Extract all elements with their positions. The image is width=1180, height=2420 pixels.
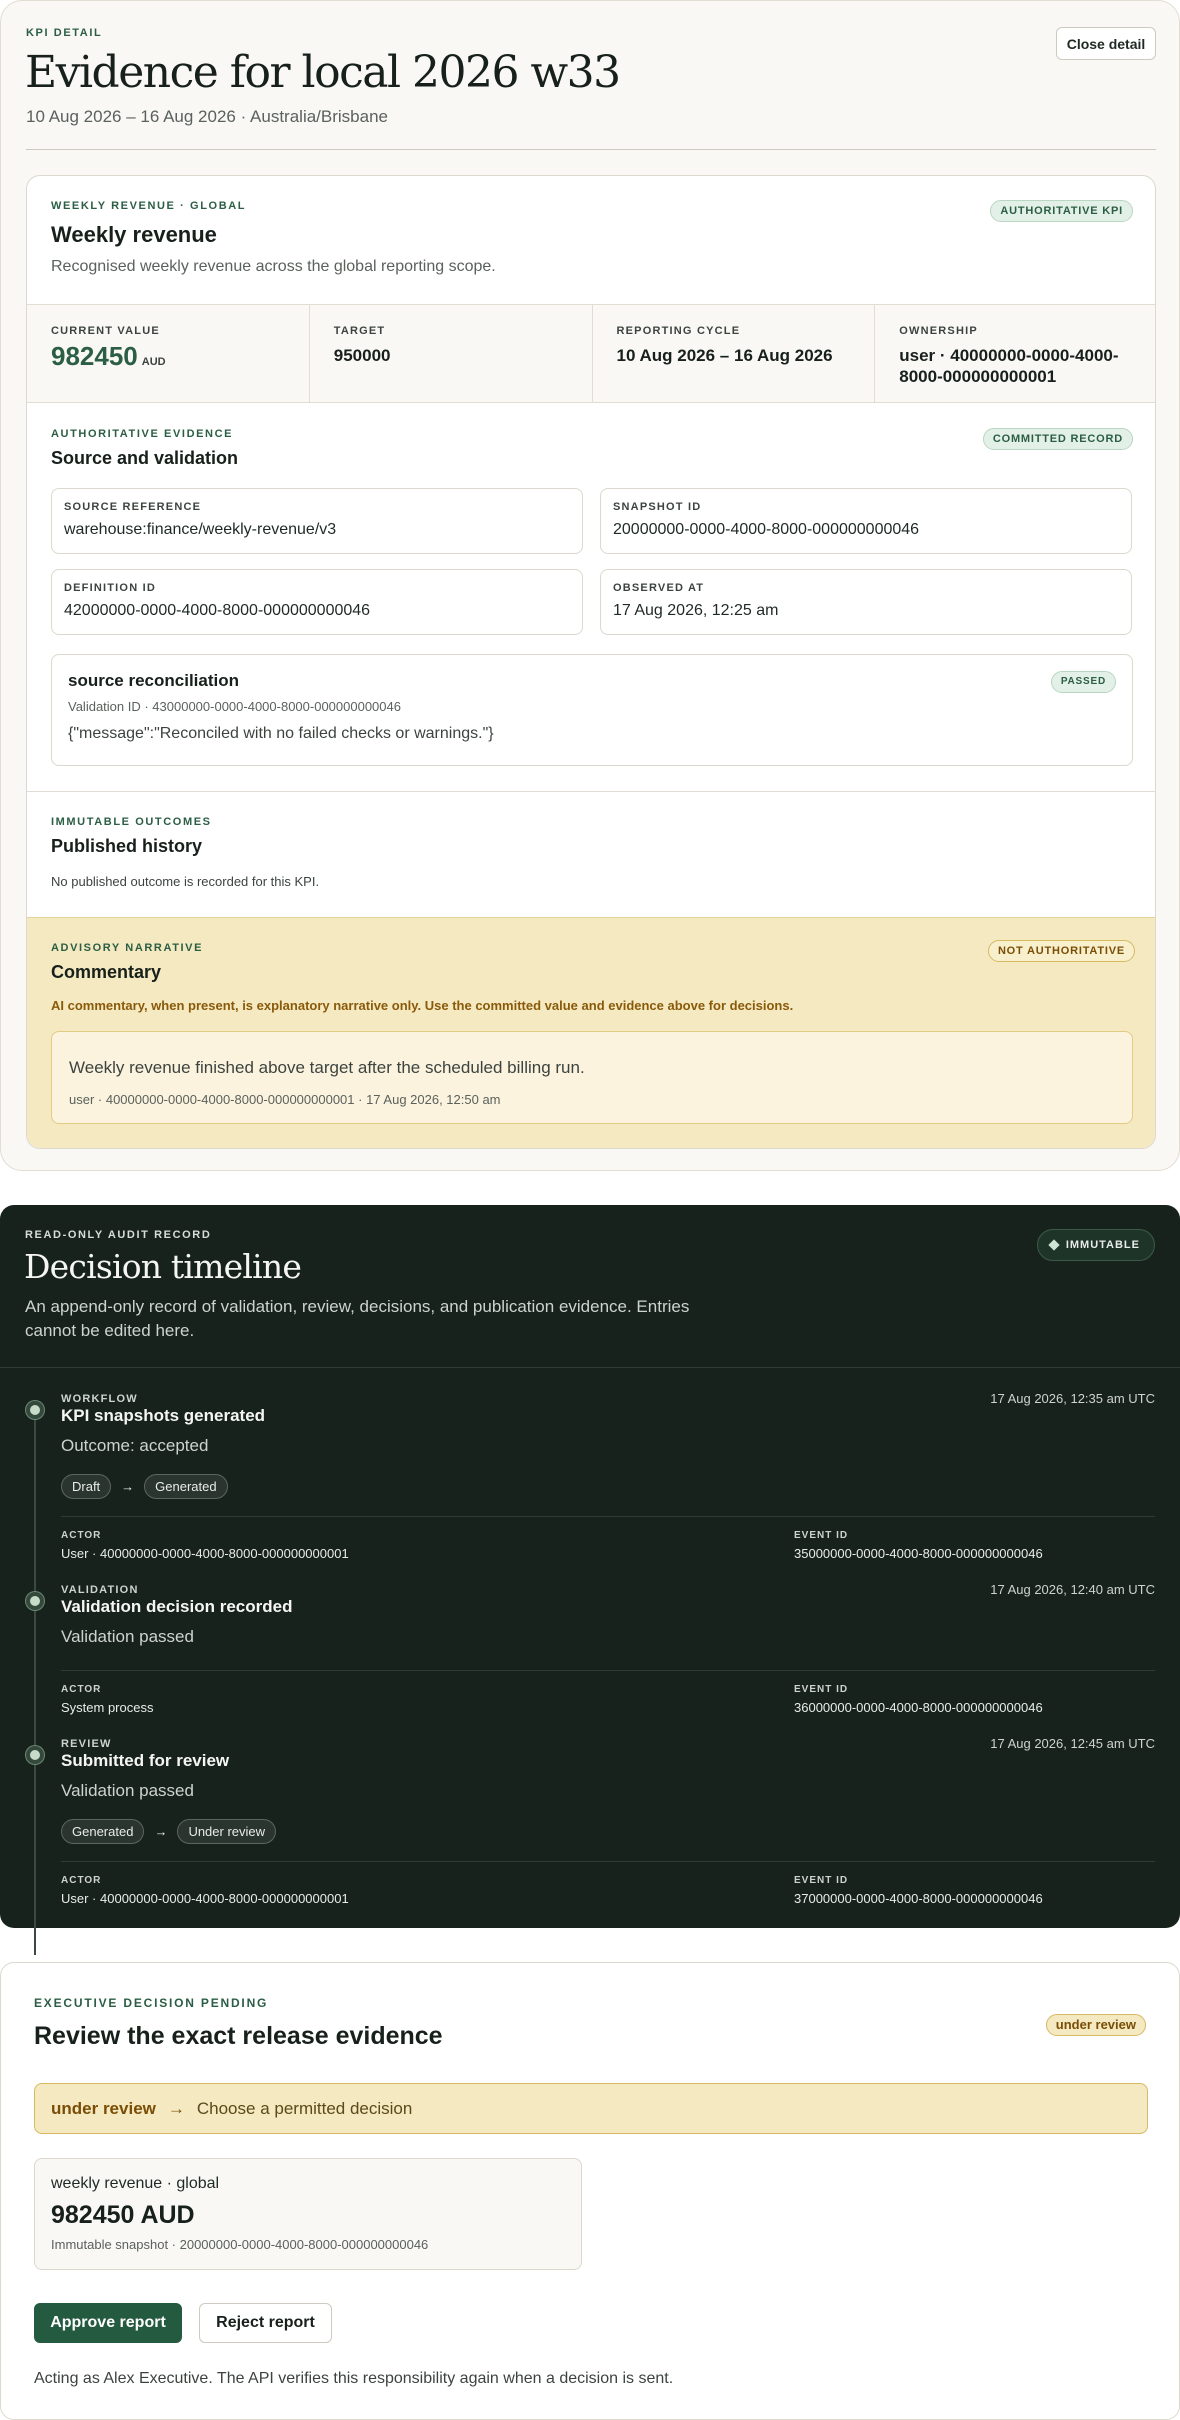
entry-outcome: Outcome: accepted <box>61 1436 209 1455</box>
metric-label: TARGET <box>333 325 386 337</box>
field-label: SNAPSHOT ID <box>613 501 702 513</box>
reporting-cycle-value: 10 Aug 2026 – 16 Aug 2026 <box>616 346 833 365</box>
timeline-dot-icon <box>26 1592 44 1610</box>
field-label: DEFINITION ID <box>64 582 156 594</box>
timeline-description: An append-only record of validation, review, decisions, and publication evidence. Entries cannot be edited here. <box>25 1297 690 1340</box>
snapshot-reference: Immutable snapshot · 20000000-0000-4000-8000-000000000046 <box>51 2237 429 2252</box>
status-badge: under review <box>1046 2014 1146 2036</box>
timeline-dot-icon <box>26 1401 44 1419</box>
actor-label: ACTOR <box>61 1875 102 1886</box>
next-step-prompt: Choose a permitted decision <box>196 2098 413 2118</box>
reconciliation-message: {"message":"Reconciled with no failed checks or warnings."} <box>68 725 494 742</box>
metric-target <box>310 305 593 402</box>
actor-value: System process <box>61 1700 154 1715</box>
event-id-label: EVENT ID <box>794 1530 849 1541</box>
kpi-detail-panel <box>0 0 1180 1171</box>
ownership-value: user · 40000000-0000-4000-8000-000000000001 <box>899 346 1119 386</box>
executive-decision-panel <box>0 1962 1180 2420</box>
arrow-right-icon: → <box>121 1479 135 1494</box>
event-id-label: EVENT ID <box>794 1875 849 1886</box>
advisory-narrative-section <box>27 917 1156 1149</box>
current-value <box>51 341 285 372</box>
entry-category: VALIDATION <box>61 1584 139 1596</box>
actor-label: ACTOR <box>61 1684 102 1695</box>
kpi-description: Recognised weekly revenue across the global reporting scope. <box>51 258 496 275</box>
entry-title: Submitted for review <box>61 1751 230 1770</box>
target-value: 950000 <box>333 346 391 365</box>
audit-eyebrow: READ-ONLY AUDIT RECORD <box>25 1229 212 1241</box>
no-outcome-message: No published outcome is recorded for this KPI. <box>51 874 320 889</box>
kpi-name: Weekly revenue <box>51 222 217 247</box>
entry-title: KPI snapshots generated <box>61 1406 266 1425</box>
timeline-dot-icon <box>26 1746 44 1764</box>
advisory-warning: AI commentary, when present, is explanatory narrative only. Use the committed value and evidence above for decisions. <box>51 998 794 1013</box>
entry-timestamp: 17 Aug 2026, 12:40 am UTC <box>990 1582 1155 1597</box>
snapshot-id-field <box>600 488 1132 554</box>
actor-value: User · 40000000-0000-4000-8000-000000000001 <box>61 1891 349 1906</box>
metric-ownership <box>875 305 1156 402</box>
definition-id-field <box>51 569 583 635</box>
arrow-right-icon: → <box>154 1824 168 1839</box>
state-from-pill: Draft <box>61 1474 111 1499</box>
period-subtitle: 10 Aug 2026 – 16 Aug 2026 · Australia/Brisbane <box>26 107 388 126</box>
source-reconciliation-card <box>51 654 1133 766</box>
approve-report-button[interactable]: Approve report <box>34 2303 182 2343</box>
observed-at-field <box>600 569 1132 635</box>
decision-title: Review the exact release evidence <box>34 2022 443 2050</box>
metric-current-value <box>27 305 310 402</box>
evidence-eyebrow: AUTHORITATIVE EVIDENCE <box>51 428 234 440</box>
published-history-title: Published history <box>51 836 203 856</box>
divider <box>61 1670 1155 1671</box>
field-label: SOURCE REFERENCE <box>64 501 202 513</box>
entry-category: WORKFLOW <box>61 1393 138 1405</box>
entry-outcome: Validation passed <box>61 1627 194 1646</box>
commentary-text: Weekly revenue finished above target after the scheduled billing run. <box>69 1058 585 1077</box>
commentary-title: Commentary <box>51 962 162 982</box>
state-transition <box>61 1474 228 1499</box>
state-to-pill: Generated <box>144 1474 227 1499</box>
metric-reporting-cycle <box>593 305 876 402</box>
diamond-icon <box>1048 1239 1059 1250</box>
entry-category: REVIEW <box>61 1738 112 1750</box>
entry-outcome: Validation passed <box>61 1781 194 1800</box>
field-value: warehouse:finance/weekly-revenue/v3 <box>64 521 337 538</box>
acting-as-note: Acting as Alex Executive. The API verifies this responsibility again when a decision is sent. <box>34 2370 674 2387</box>
divider <box>27 791 1156 792</box>
immutable-badge-label: IMMUTABLE <box>1065 1239 1140 1251</box>
divider <box>61 1861 1155 1862</box>
state-transition <box>61 1819 276 1844</box>
release-value: 982450 AUD <box>51 2201 195 2229</box>
page-title: Evidence for local 2026 w33 <box>25 47 620 98</box>
reject-report-button[interactable]: Reject report <box>199 2303 332 2343</box>
event-id-label: EVENT ID <box>794 1684 849 1695</box>
outcomes-eyebrow: IMMUTABLE OUTCOMES <box>51 816 212 828</box>
advisory-eyebrow: ADVISORY NARRATIVE <box>51 942 204 954</box>
state-to-pill: Under review <box>177 1819 276 1844</box>
commentary-meta: user · 40000000-0000-4000-8000-000000000001 · 17 Aug 2026, 12:50 am <box>69 1092 501 1107</box>
release-evidence-card <box>34 2158 582 2270</box>
current-value-number: 982450 <box>51 341 138 371</box>
entry-title: Validation decision recorded <box>61 1597 293 1616</box>
kpi-scope-eyebrow: WEEKLY REVENUE · GLOBAL <box>51 200 247 212</box>
event-id-value: 37000000-0000-4000-8000-000000000046 <box>794 1891 1043 1906</box>
reconciliation-title: source reconciliation <box>68 671 239 690</box>
event-id-value: 35000000-0000-4000-8000-000000000046 <box>794 1546 1043 1561</box>
arrow-right-icon: → <box>167 2098 185 2118</box>
metric-label: OWNERSHIP <box>899 325 978 337</box>
validation-id: Validation ID · 43000000-0000-4000-8000-000000000046 <box>68 699 401 714</box>
immutable-badge <box>1037 1229 1155 1261</box>
kpi-card <box>26 175 1156 1149</box>
event-id-value: 36000000-0000-4000-8000-000000000046 <box>794 1700 1043 1715</box>
actor-value: User · 40000000-0000-4000-8000-000000000001 <box>61 1546 349 1561</box>
timeline-rail <box>34 1407 36 1955</box>
decision-eyebrow: EXECUTIVE DECISION PENDING <box>34 1996 269 2010</box>
state-from-pill: Generated <box>61 1819 144 1844</box>
authoritative-kpi-badge: AUTHORITATIVE KPI <box>990 200 1133 222</box>
decision-timeline-panel <box>0 1205 1180 1928</box>
divider <box>61 1516 1155 1517</box>
committed-record-badge: COMMITTED RECORD <box>983 428 1133 450</box>
kpi-scope: weekly revenue · global <box>51 2175 220 2192</box>
divider <box>0 1367 1180 1368</box>
divider <box>26 149 1156 150</box>
field-label: OBSERVED AT <box>613 582 705 594</box>
field-value: 17 Aug 2026, 12:25 am <box>613 602 779 619</box>
actor-label: ACTOR <box>61 1530 102 1541</box>
detail-eyebrow: KPI DETAIL <box>26 27 103 39</box>
field-value: 42000000-0000-4000-8000-000000000046 <box>64 602 371 619</box>
state-banner <box>34 2083 1148 2134</box>
not-authoritative-badge: NOT AUTHORITATIVE <box>988 940 1135 962</box>
entry-timestamp: 17 Aug 2026, 12:45 am UTC <box>990 1736 1155 1751</box>
kpi-metrics <box>27 304 1156 403</box>
currency-unit: AUD <box>141 356 166 368</box>
source-reference-field <box>51 488 583 554</box>
close-detail-button[interactable]: Close detail <box>1056 27 1156 60</box>
field-value: 20000000-0000-4000-8000-000000000046 <box>613 521 920 538</box>
passed-badge: PASSED <box>1051 671 1116 693</box>
metric-label: CURRENT VALUE <box>51 325 160 337</box>
timeline-title: Decision timeline <box>24 1247 302 1286</box>
entry-timestamp: 17 Aug 2026, 12:35 am UTC <box>990 1391 1155 1406</box>
commentary-card <box>51 1031 1133 1124</box>
metric-label: REPORTING CYCLE <box>616 325 741 337</box>
current-state: under review <box>51 2098 156 2118</box>
evidence-title: Source and validation <box>51 448 239 468</box>
